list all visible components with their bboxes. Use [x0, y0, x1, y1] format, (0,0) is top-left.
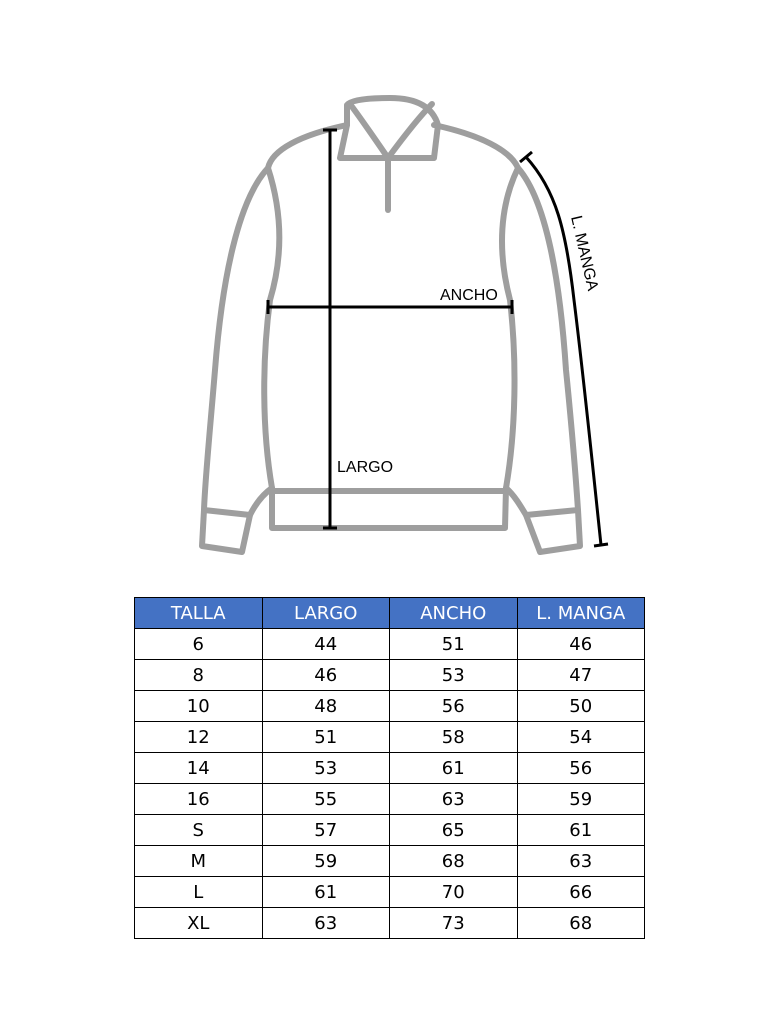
- table-header-row: [135, 598, 645, 629]
- cell-talla: 14: [135, 753, 263, 784]
- size-table: [134, 597, 645, 939]
- right-sleeve: [506, 168, 578, 515]
- cell-manga: 50: [517, 691, 645, 722]
- collar-fold: [350, 104, 432, 158]
- cell-largo: 53: [262, 753, 390, 784]
- cell-ancho: 56: [390, 691, 518, 722]
- cell-talla: XL: [135, 908, 263, 939]
- cell-largo: 46: [262, 660, 390, 691]
- cell-ancho: 61: [390, 753, 518, 784]
- sweater-outline: [202, 98, 580, 552]
- cell-talla: M: [135, 846, 263, 877]
- table-row: [135, 722, 645, 753]
- table-row: [135, 753, 645, 784]
- table-row: [135, 660, 645, 691]
- manga-cap-bottom: [594, 544, 608, 546]
- cell-largo: 57: [262, 815, 390, 846]
- cell-ancho: 68: [390, 846, 518, 877]
- measure-lines: [268, 130, 608, 546]
- cell-largo: 61: [262, 877, 390, 908]
- cell-talla: 6: [135, 629, 263, 660]
- cell-talla: 8: [135, 660, 263, 691]
- cell-manga: 54: [517, 722, 645, 753]
- table-row: [135, 846, 645, 877]
- cell-ancho: 70: [390, 877, 518, 908]
- manga-label: L. MANGA: [567, 214, 601, 293]
- cell-manga: 61: [517, 815, 645, 846]
- cell-ancho: 51: [390, 629, 518, 660]
- header-talla: TALLA: [135, 598, 263, 629]
- cell-ancho: 63: [390, 784, 518, 815]
- table-row: [135, 784, 645, 815]
- cell-largo: 48: [262, 691, 390, 722]
- cell-largo: 63: [262, 908, 390, 939]
- cell-manga: 66: [517, 877, 645, 908]
- ancho-label: ANCHO: [440, 287, 498, 304]
- table-row: [135, 815, 645, 846]
- cell-ancho: 73: [390, 908, 518, 939]
- cell-manga: 47: [517, 660, 645, 691]
- header-largo: LARGO: [262, 598, 390, 629]
- cell-manga: 46: [517, 629, 645, 660]
- left-sleeve: [204, 168, 272, 515]
- cell-largo: 59: [262, 846, 390, 877]
- cell-talla: 12: [135, 722, 263, 753]
- cell-ancho: 65: [390, 815, 518, 846]
- cell-largo: 55: [262, 784, 390, 815]
- cell-manga: 56: [517, 753, 645, 784]
- cell-largo: 51: [262, 722, 390, 753]
- table-row: [135, 691, 645, 722]
- table-row: [135, 877, 645, 908]
- cell-manga: 68: [517, 908, 645, 939]
- cell-manga: 63: [517, 846, 645, 877]
- cell-talla: S: [135, 815, 263, 846]
- cell-largo: 44: [262, 629, 390, 660]
- cell-ancho: 58: [390, 722, 518, 753]
- largo-label: LARGO: [337, 459, 394, 476]
- cell-talla: L: [135, 877, 263, 908]
- table-row: [135, 629, 645, 660]
- cell-talla: 16: [135, 784, 263, 815]
- header-manga: L. MANGA: [517, 598, 645, 629]
- table-row: [135, 908, 645, 939]
- cell-manga: 59: [517, 784, 645, 815]
- cell-ancho: 53: [390, 660, 518, 691]
- cell-talla: 10: [135, 691, 263, 722]
- header-ancho: ANCHO: [390, 598, 518, 629]
